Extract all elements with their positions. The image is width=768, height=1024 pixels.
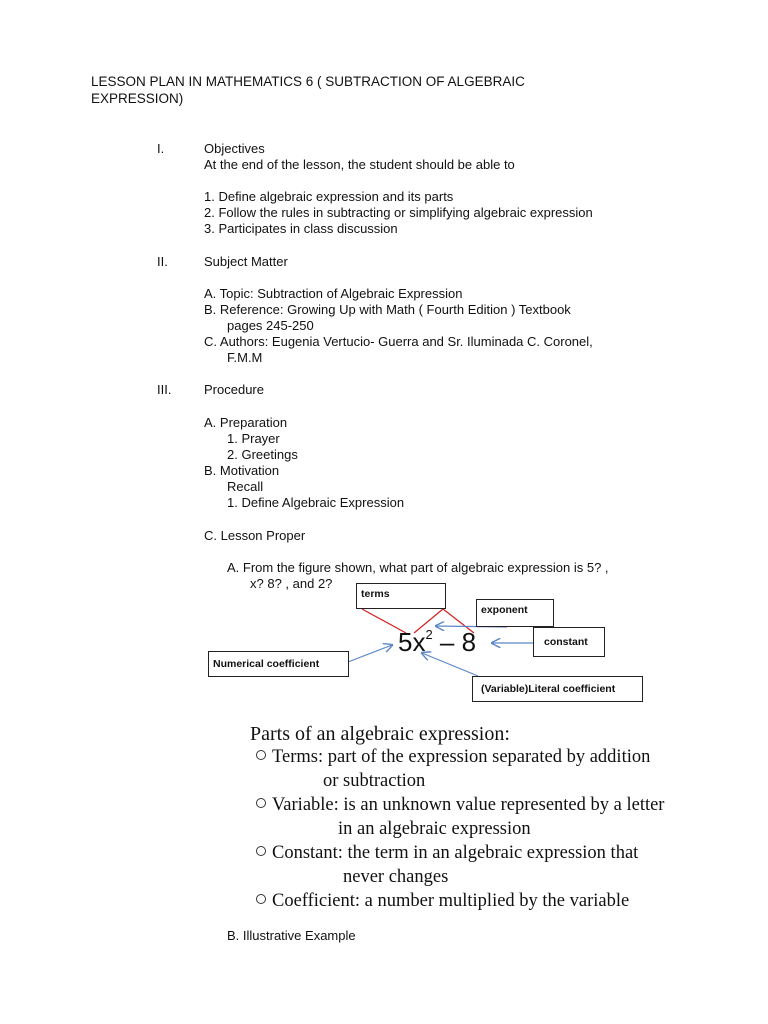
section-1-number: I. [157,141,165,156]
parts-coefficient: Coefficient: a number multiplied by the variable [256,891,629,912]
section-3-number: III. [157,382,172,397]
expression-exponent: 2 [425,627,433,642]
procedure-lesson-proper: C. Lesson Proper [204,528,306,543]
lesson-question: A. From the figure shown, what part of algebraic expression is 5? , [227,560,609,575]
expression-rest: – 8 [432,627,477,657]
parts-constant: Constant: the term in an algebraic expression that [256,843,638,864]
procedure-recall: Recall [227,479,264,494]
section-2-heading: Subject Matter [204,254,288,269]
subject-topic: A. Topic: Subtraction of Algebraic Expression [204,286,463,301]
parts-variable-cont: in an algebraic expression [338,819,531,839]
procedure-prayer: 1. Prayer [227,431,280,446]
illustrative-example: B. Illustrative Example [227,928,356,943]
label-constant: constant [533,627,605,657]
parts-constant-cont: never changes [343,867,449,887]
label-numerical-coefficient: Numerical coefficient [208,651,349,677]
lesson-question-cont: x? 8? , and 2? [250,576,333,591]
procedure-recall-item: 1. Define Algebraic Expression [227,495,405,510]
subject-reference: B. Reference: Growing Up with Math ( Fourth Edition ) Textbook [204,302,571,317]
subject-authors-cont: F.M.M [227,350,263,365]
parts-terms: Terms: part of the expression separated by addition [256,747,650,768]
parts-heading: Parts of an algebraic expression: [250,723,510,745]
objective-item-1: 1. Define algebraic expression and its parts [204,189,454,204]
objective-item-3: 3. Participates in class discussion [204,221,398,236]
section-1-intro: At the end of the lesson, the student should be able to [204,157,515,172]
expression [398,620,476,657]
subject-reference-pages: pages 245-250 [227,318,314,333]
section-2-number: II. [157,254,168,269]
procedure-preparation: A. Preparation [204,415,288,430]
section-1-heading: Objectives [204,141,265,156]
bullet-icon [256,846,266,856]
objective-item-2: 2. Follow the rules in subtracting or simplifying algebraic expression [204,205,593,220]
bullet-icon [256,750,266,760]
expression-base: 5x [398,627,426,657]
parts-variable: Variable: is an unknown value represented by a letter [256,795,664,816]
procedure-greetings: 2. Greetings [227,447,298,462]
numerical-arrow [348,645,392,662]
section-3-heading: Procedure [204,382,264,397]
procedure-motivation: B. Motivation [204,463,280,478]
bullet-icon [256,894,266,904]
parts-terms-cont: or subtraction [323,771,426,791]
label-terms: terms [356,583,446,609]
subject-authors: C. Authors: Eugenia Vertucio- Guerra and Sr. Iluminada C. Coronel, [204,334,593,349]
label-literal-coefficient: (Variable)Literal coefficient [472,676,643,702]
page-title: LESSON PLAN IN MATHEMATICS 6 ( SUBTRACTION OF ALGEBRAIC EXPRESSION) [91,74,525,106]
bullet-icon [256,798,266,808]
label-exponent: exponent [476,599,554,627]
